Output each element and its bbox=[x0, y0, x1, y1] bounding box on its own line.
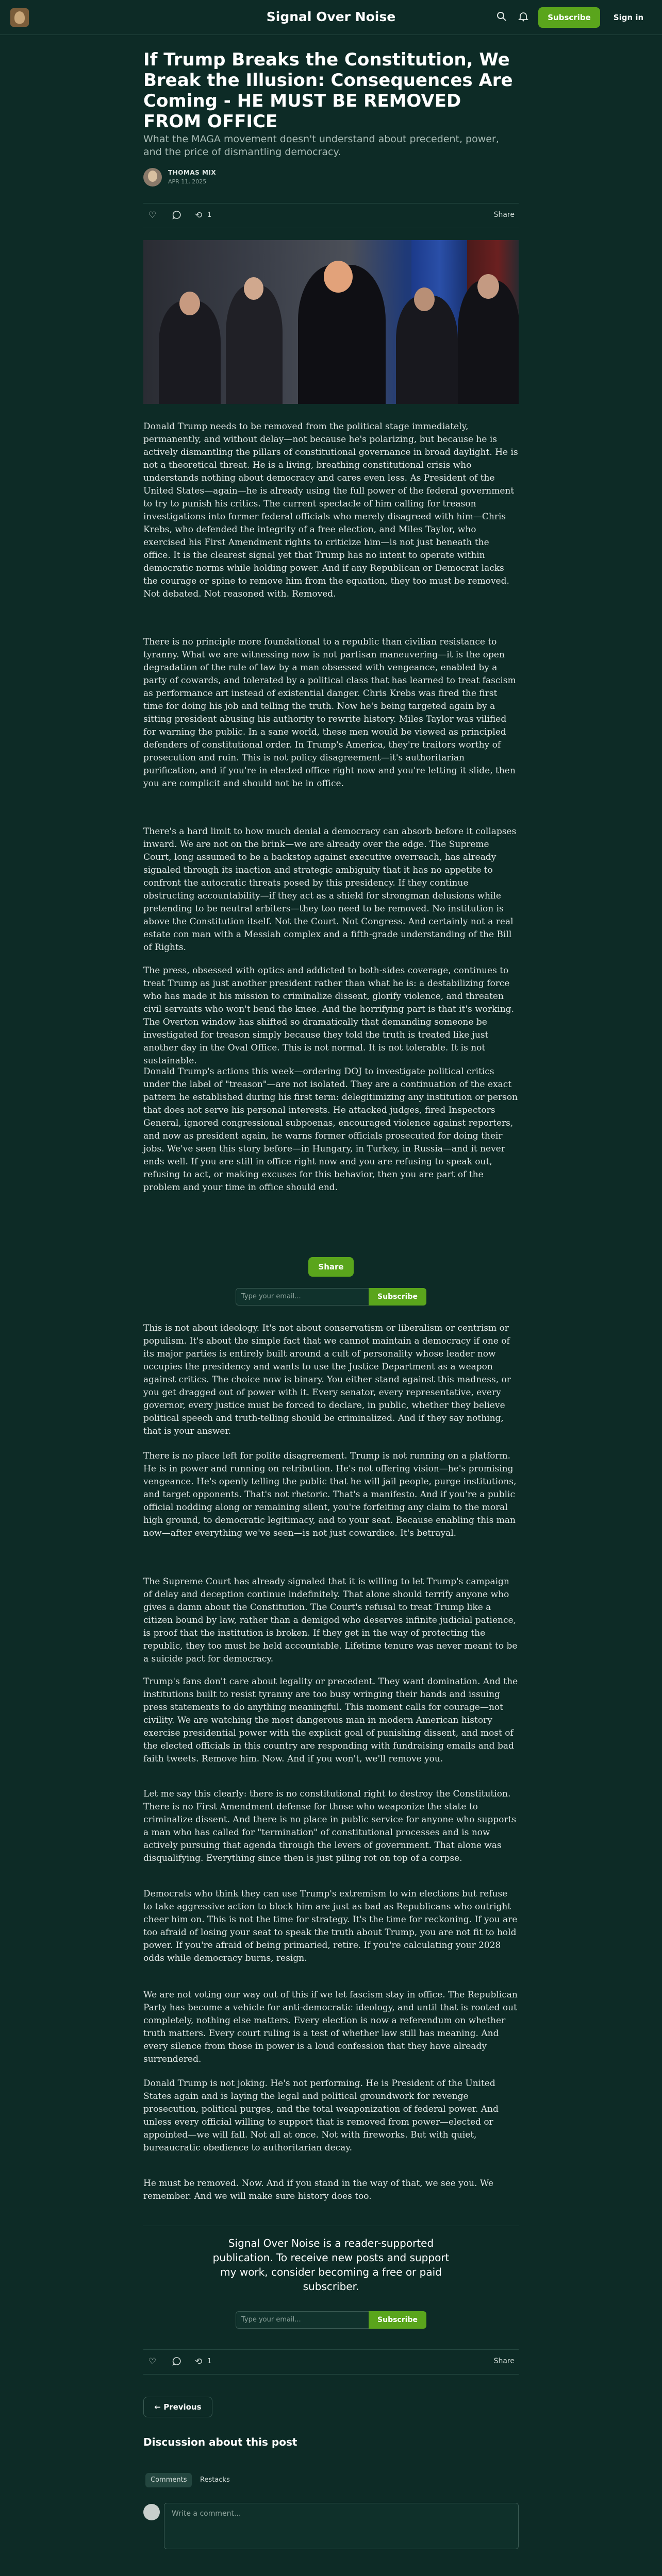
top-bar bbox=[0, 0, 662, 35]
divider bbox=[143, 2349, 519, 2350]
subscribe-promo: Signal Over Noise is a reader-supported publication. To receive new posts and support my work, consider becoming a free or paid subscriber. bbox=[212, 2237, 450, 2293]
paragraph: There is no principle more foundational to a republic than civilian resistance to tyranny. What we are witnessing now is not partisan maneuvering—it is the open degradation of the rule of law by a man obsessed with vengeance, enabled by a party of cowards, and tolerated by a political class that has learned to treat fascism as performance art instead of existential danger. Chris Krebs was fired the first time for doing his job and telling the truth. Now he's being targeted again by a sitting president abusing his authority to rewrite history. Miles Taylor was vilified for warning the public. In a sane world, these men would be viewed as principled defenders of constitutional order. In Trump's America, they're traitors worthy of prosecution and ruin. This is not policy disagreement—it's authoritarian purification, and if you're in elected office right now and you're letting it slide, then you are complicit and should not be in office. bbox=[143, 637, 516, 789]
share-button-inline[interactable]: Share bbox=[308, 1257, 354, 1277]
paragraph: Democrats who think they can use Trump's extremism to win elections but refuse to take aggressive action to block him are just as bad as Republicans who outright cheer him on. This is not the time for strategy. It's the time for reckoning. If you are too afraid of losing your seat to speak the truth about Trump, you are not fit to hold power. If you're afraid of being primaried, retire. If you're calculating your 2028 odds while democracy burns, resign. bbox=[143, 1889, 518, 1963]
subscribe-button[interactable]: Subscribe bbox=[538, 7, 600, 28]
paragraph: The Supreme Court has already signaled that it is willing to let Trump's campaign of delay and deception continue indefinitely. That alone should terrify anyone who gives a damn about the Constitution. The Court's refusal to treat Trump like a citizen bound by law, rather than a demigod who deserves infinite judicial patience, is proof that the institution is broken. If they get in the way of protecting the republic, they too must be held accountable. Lifetime tenure was never meant to be a suicide pact for democracy. bbox=[143, 1577, 518, 1664]
subscribe-form-button[interactable]: Subscribe bbox=[369, 2311, 426, 2329]
hero-image[interactable] bbox=[143, 240, 519, 404]
subscribe-form bbox=[236, 1288, 426, 1306]
divider bbox=[143, 2374, 519, 2375]
tab-restacks[interactable]: Restacks bbox=[200, 2476, 230, 2484]
email-input[interactable]: Type your email... bbox=[236, 2311, 370, 2329]
like-icon[interactable]: ♡ bbox=[148, 210, 157, 221]
previous-label: Previous bbox=[163, 2402, 202, 2412]
comment-icon[interactable] bbox=[172, 210, 181, 222]
comment-input[interactable]: Write a comment... bbox=[164, 2503, 519, 2549]
paragraph: We are not voting our way out of this if we let fascism stay in office. The Republican Party has become a vehicle for anti-democratic ideology, and until that is rooted out completely, nothing else matters. Every election is now a referendum on whether truth matters. Every court ruling is a test of whether law still has meaning. And every silence from those in power is a loud confession that they have already surrendered. bbox=[143, 1990, 518, 2064]
post-title: If Trump Breaks the Constitution, We Break the Illusion: Consequences Are Coming - HE MUST BE REMOVED FROM OFFICE bbox=[143, 49, 513, 132]
divider bbox=[143, 203, 519, 204]
restack-count: 1 bbox=[207, 2358, 212, 2365]
post-actions-bottom bbox=[143, 2352, 519, 2371]
paragraph: Donald Trump is not joking. He's not performing. He is President of the United States again and is laying the legal and political groundwork for revenge prosecution, political purges, and the total weaponization of federal power. And unless every official willing to support that is removed from power—elected or appointed—we will fall. Not all at once. Not with fireworks. But with quiet, bureaucratic obedience to authoritarian decay. bbox=[143, 2078, 499, 2153]
paragraph: This is not about ideology. It's not about conservatism or liberalism or centrism or populism. It's about the simple fact that we cannot maintain a democracy if one of its major parties is entirely built around a cult of personality whose leader now occupies the presidency and wants to use the Justice Department as a weapon against critics. The choice now is binary. You either stand against this madness, or you get dragged out of power with it. Every senator, every representative, every governor, every justice must be forced to declare, in public, whether they believe political speech and truth-telling should be criminalized. And if they say nothing, that is your answer. bbox=[143, 1323, 511, 1436]
restack-icon[interactable]: ⟲ bbox=[195, 2357, 203, 2367]
paragraph: There's a hard limit to how much denial a democracy can absorb before it collapses inward. We are not on the brink—we are already over the edge. The Supreme Court, long assumed to be a backstop against executive overreach, has already signaled through its inaction and strategic ambiguity that it has no appetite to confront the autocratic threats posed by this presidency. If they continue obstructing accountability—if they act as a shield for strongman delusions while pretending to be neutral arbiters—they too need to be removed. No institution is above the Constitution itself. Not the Court. Not Congress. And certainly not a real estate con man with a Messiah complex and a fifth-grade understanding of the Bill of Rights. bbox=[143, 826, 517, 953]
paragraph: Let me say this clearly: there is no constitutional right to destroy the Constitution. There is no First Amendment defense for those who weaponize the state to criminalize dissent. And there is no place in public service for anyone who supports a man who has called for "termination" of constitutional processes and is now actively pursuing that agenda through the levers of government. That alone was disqualifying. Everything since then is just piling rot on top of a corpse. bbox=[143, 1789, 517, 1863]
email-input[interactable]: Type your email... bbox=[236, 1288, 370, 1306]
comment-icon[interactable] bbox=[172, 2357, 181, 2368]
post-subtitle: What the MAGA movement doesn't understand about precedent, power, and the price of dismantling democracy. bbox=[143, 133, 499, 158]
post-actions bbox=[143, 206, 519, 225]
previous-post-button[interactable] bbox=[143, 2397, 212, 2417]
restack-icon[interactable]: ⟲ bbox=[195, 210, 203, 221]
restack-count: 1 bbox=[207, 211, 212, 219]
paragraph: Donald Trump's actions this week—ordering DOJ to investigate political critics under the label of "treason"—are not isolated. They are a continuation of the exact pattern he established during his first term: delegitimizing any institution or person that does not serve his personal interests. He attacked judges, fired Inspectors General, ignored congressional subpoenas, encouraged violence against reporters, and now as president again, he warns former officials prosecuted for doing their jobs. We've seen this story before—in Hungary, in Turkey, in Russia—and it never ends well. If you are still in office right now and you are refusing to speak out, refusing to act, or making excuses for this behavior, then you are part of the problem and your time in office should end. bbox=[143, 1066, 518, 1193]
paragraph: There is no place left for polite disagreement. Trump is not running on a platform. He is in power and running on retribution. He's not offering vision—he's promising vengeance. He's openly telling the public that he will jail people, purge institutions, and target opponents. That's not rhetoric. That's a manifesto. And if you're a public official nodding along or remaining silent, you're forfeiting any claim to the moral high ground, to democratic legitimacy, and to your seat. Because enabling this man now—after everything we've seen—is not just cowardice. It's betrayal. bbox=[143, 1451, 517, 1538]
search-icon[interactable] bbox=[496, 11, 507, 23]
notifications-icon[interactable] bbox=[518, 11, 529, 23]
paragraph: Donald Trump needs to be removed from the political stage immediately, permanently, and without delay—not because he's polarizing, but because he is actively dismantling the pillars of constitutional governance in broad daylight. He is not a theoretical threat. He is a living, breathing constitutional crisis who understands nothing about democracy and cares even less. As President of the United States—again—he is already using the full power of the federal government to try to punish his critics. The current spectacle of him calling for treason investigations into former federal officials who merely disagreed with him—Chris Krebs, who defended the integrity of a free election, and Miles Taylor, who exercised his First Amendment rights to criticize him—is not just beneath the office. It is the clearest signal yet that Trump has no intent to operate within democratic norms while holding power. And if any Republican or Democrat lacks the courage or spine to remove him from the equation, they too must be removed. Not debated. Not reasoned with. Removed. bbox=[143, 421, 518, 599]
user-avatar bbox=[143, 2504, 160, 2520]
share-button[interactable]: Share bbox=[493, 2357, 515, 2365]
share-button[interactable]: Share bbox=[493, 211, 515, 219]
post-date: APR 11, 2025 bbox=[168, 178, 207, 185]
tab-comments[interactable]: Comments bbox=[145, 2473, 192, 2487]
sign-in-button[interactable]: Sign in bbox=[613, 13, 644, 22]
publication-logo[interactable] bbox=[10, 8, 29, 27]
subscribe-form-bottom bbox=[236, 2311, 426, 2329]
discussion-title: Discussion about this post bbox=[143, 2436, 297, 2448]
paragraph: He must be removed. Now. And if you stand in the way of that, we see you. We remember. And we will make sure history does too. bbox=[143, 2178, 493, 2201]
like-icon[interactable]: ♡ bbox=[148, 2357, 157, 2367]
author-avatar[interactable] bbox=[143, 168, 162, 187]
arrow-left-icon: ← bbox=[154, 2402, 161, 2412]
publication-name[interactable]: Signal Over Noise bbox=[266, 9, 396, 24]
author-name[interactable]: THOMAS MIX bbox=[168, 169, 217, 176]
paragraph: Trump's fans don't care about legality or precedent. They want domination. And the institutions built to resist tyranny are too busy wringing their hands and issuing press statements to do anything meaningful. This moment calls for courage—not civility. We are watching the most dangerous man in modern American history exercise presidential power with the explicit goal of punishing dissent, and most of the elected officials in this country are responding with fundraising emails and bad faith tweets. Remove him. Now. And if you won't, we'll remove you. bbox=[143, 1676, 518, 1764]
paragraph: The press, obsessed with optics and addicted to both-sides coverage, continues to treat Trump as just another president rather than what he is: a destabilizing force who has made it his mission to criminalize dissent, glorify violence, and threaten civil servants who won't bend the knee. And the horrifying part is that it's working. The Overton window has shifted so dramatically that demanding someone be investigated for treason simply because they told the truth is treated like just another day in the Oval Office. This is not normal. It is not tolerable. It is not sustainable. bbox=[143, 965, 515, 1066]
subscribe-form-button[interactable]: Subscribe bbox=[369, 1288, 426, 1306]
